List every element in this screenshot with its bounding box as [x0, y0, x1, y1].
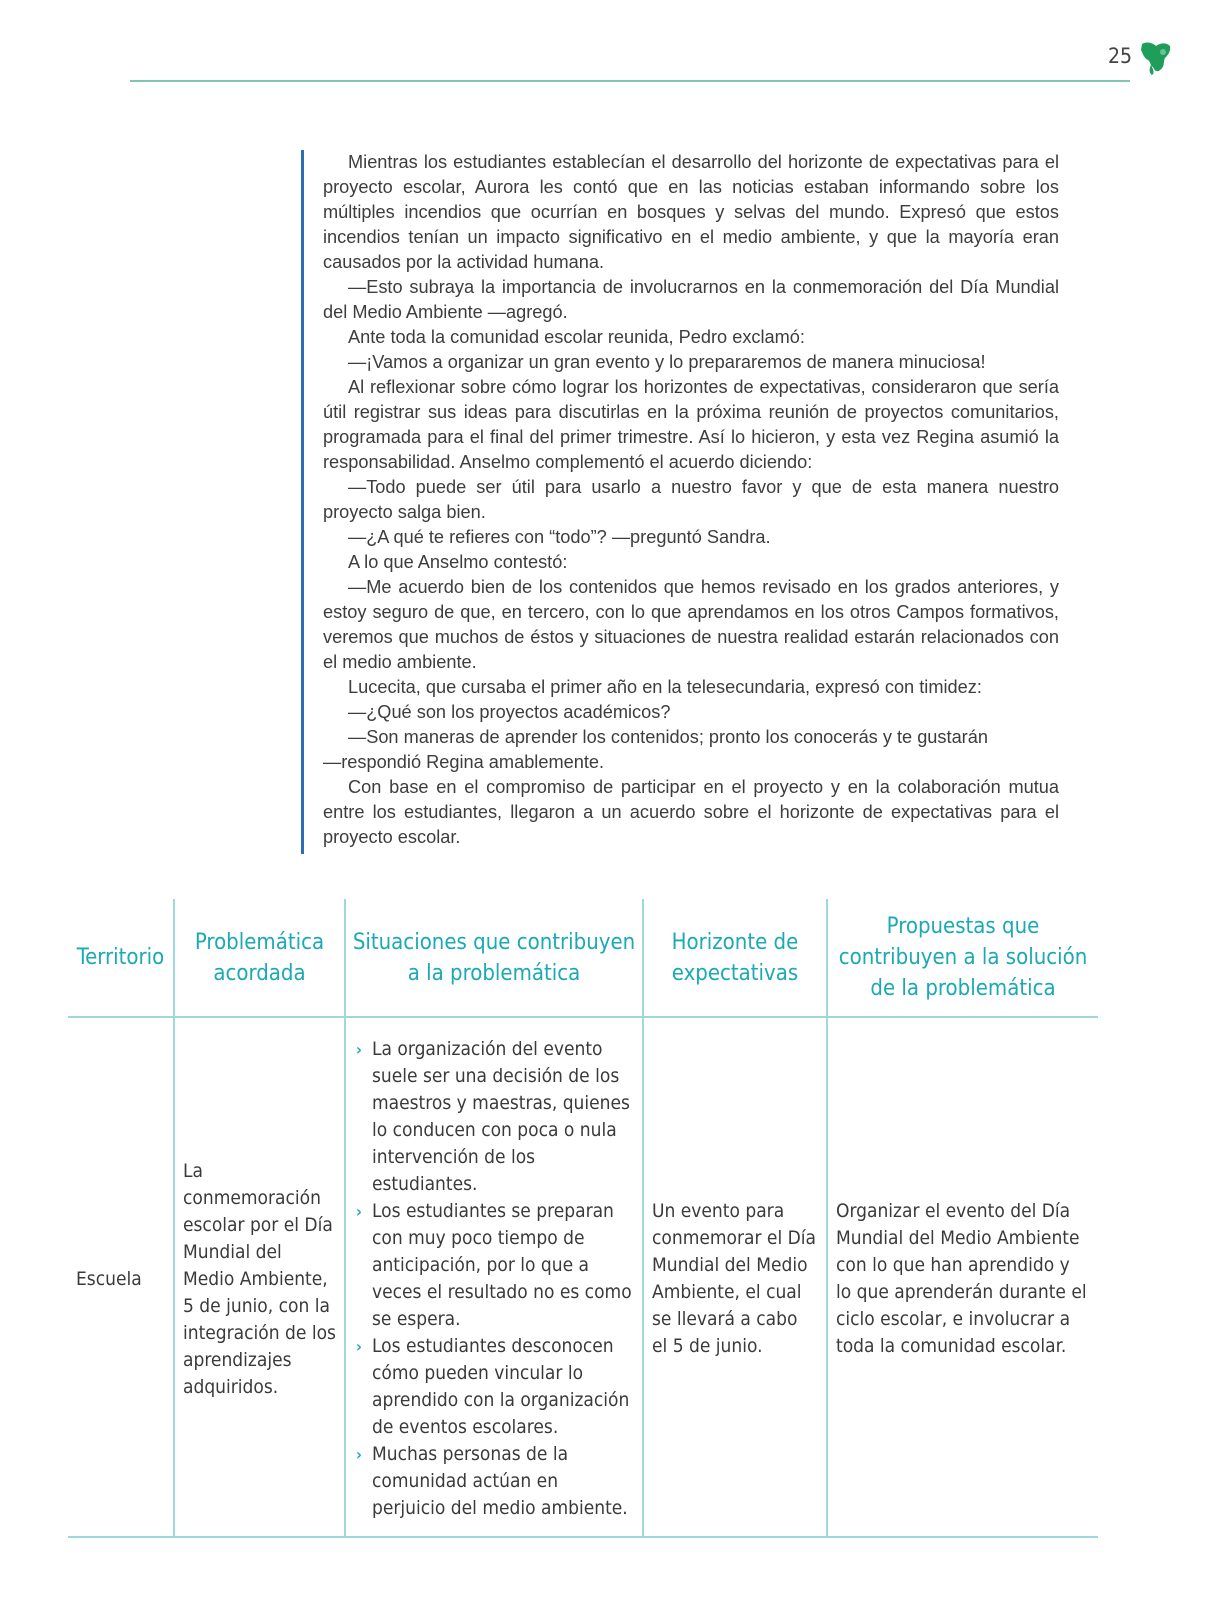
- narrative-paragraph: Con base en el compromiso de participar en el proyecto y en la colaboración mutua entre los estudiantes, llegaron a un acuerdo sobre el horizonte de expectativas para el proyecto escolar.: [323, 777, 1059, 847]
- cell-horizonte: Un evento para conmemorar el Día Mundial del Medio Ambiente, el cual se llevará a cabo el 5 de junio.: [643, 1017, 827, 1537]
- cell-problematica: La conmemoración escolar por el Día Mundial del Medio Ambiente, 5 de junio, con la integración de los aprendizajes adquiridos.: [174, 1017, 345, 1537]
- narrative-paragraph: Ante toda la comunidad escolar reunida, Pedro exclamó:: [348, 327, 805, 347]
- header-propuestas: Propuestas que contribuyen a la solución de la problemática: [827, 899, 1098, 1017]
- cell-propuestas: Organizar el evento del Día Mundial del Medio Ambiente con lo que han aprendido y lo que aprenderán durante el ciclo escolar, e involucrar a toda la comunidad escolar.: [827, 1017, 1098, 1537]
- page-number: 25: [1108, 44, 1133, 68]
- narrative-paragraph: —Son maneras de aprender los contenidos; pronto los conocerás y te gustarán: [348, 727, 988, 747]
- narrative-paragraph: —¿Qué son los proyectos académicos?: [348, 702, 671, 722]
- header-problematica: Problemática acordada: [174, 899, 345, 1017]
- table-row: [68, 1017, 1098, 1537]
- list-item: [354, 1333, 634, 1441]
- list-item-text: La organización del evento suele ser una decisión de los maestros y maestras, quienes lo conducen con poca o nula intervención de los estudiantes.: [372, 1038, 630, 1195]
- header-situaciones: Situaciones que contribuyen a la problemática: [345, 899, 643, 1017]
- narrative-paragraph: —Esto subraya la importancia de involucrarnos en la conmemoración del Día Mundial del Medio Ambiente —agregó.: [323, 277, 1059, 322]
- chevron-right-icon: ›: [356, 1040, 362, 1059]
- narrative-paragraph: Al reflexionar sobre cómo lograr los horizontes de expectativas, consideraron que sería útil registrar sus ideas para discutirlas en la próxima reunión de proyectos comunitarios, programada para el final del primer trimestre. Así lo hicieron, y esta vez Regina asumió la responsabilidad. Anselmo complementó el acuerdo diciendo:: [323, 377, 1059, 472]
- project-table: [68, 899, 1098, 1538]
- list-item: [354, 1198, 634, 1333]
- narrative-paragraph: —Me acuerdo bien de los contenidos que hemos revisado en los grados anteriores, y estoy seguro de que, en tercero, con lo que aprendamos en los otros Campos formativos, veremos que muchos de éstos y situaciones de nuestra realidad estarán relacionados con el medio ambiente.: [323, 577, 1059, 672]
- list-item: [354, 1441, 634, 1522]
- table-header-row: [68, 899, 1098, 1017]
- list-item-text: Los estudiantes se preparan con muy poco tiempo de anticipación, por lo que a veces el resultado no es como se espera.: [372, 1200, 632, 1330]
- list-item: [354, 1036, 634, 1198]
- green-mexico-map-icon: [1138, 40, 1172, 76]
- header-territorio: Territorio: [68, 899, 174, 1017]
- narrative-paragraph: Lucecita, que cursaba el primer año en la telesecundaria, expresó con timidez:: [348, 677, 982, 697]
- narrative-paragraph: —respondió Regina amablemente.: [323, 752, 605, 772]
- chevron-right-icon: ›: [356, 1445, 362, 1464]
- narrative-paragraph: —¿A qué te refieres con “todo”? —preguntó Sandra.: [348, 527, 771, 547]
- chevron-right-icon: ›: [356, 1337, 362, 1356]
- header-rule: [130, 80, 1130, 82]
- cell-situaciones: [345, 1017, 643, 1537]
- narrative-paragraph: A lo que Anselmo contestó:: [348, 552, 568, 572]
- narrative-paragraph: Mientras los estudiantes establecían el desarrollo del horizonte de expectativas para el proyecto escolar, Aurora les contó que en las noticias estaban informando sobre los múltiples incendios que ocurrían en bosques y selvas del mundo. Expresó que estos incendios tenían un impacto significativo en el medio ambiente, y que la mayoría eran causados por la actividad humana.: [323, 152, 1059, 272]
- narrative-paragraph: —Todo puede ser útil para usarlo a nuestro favor y que de esta manera nuestro proyecto salga bien.: [323, 477, 1059, 522]
- cell-territorio: Escuela: [68, 1017, 174, 1537]
- situaciones-list: [354, 1036, 634, 1522]
- narrative-paragraph: —¡Vamos a organizar un gran evento y lo prepararemos de manera minuciosa!: [348, 352, 986, 372]
- narrative-text: [301, 150, 1059, 854]
- list-item-text: Los estudiantes desconocen cómo pueden vincular lo aprendido con la organización de eventos escolares.: [372, 1335, 630, 1438]
- list-item-text: Muchas personas de la comunidad actúan en perjuicio del medio ambiente.: [372, 1443, 628, 1519]
- chevron-right-icon: ›: [356, 1202, 362, 1221]
- header-horizonte: Horizonte de expectativas: [643, 899, 827, 1017]
